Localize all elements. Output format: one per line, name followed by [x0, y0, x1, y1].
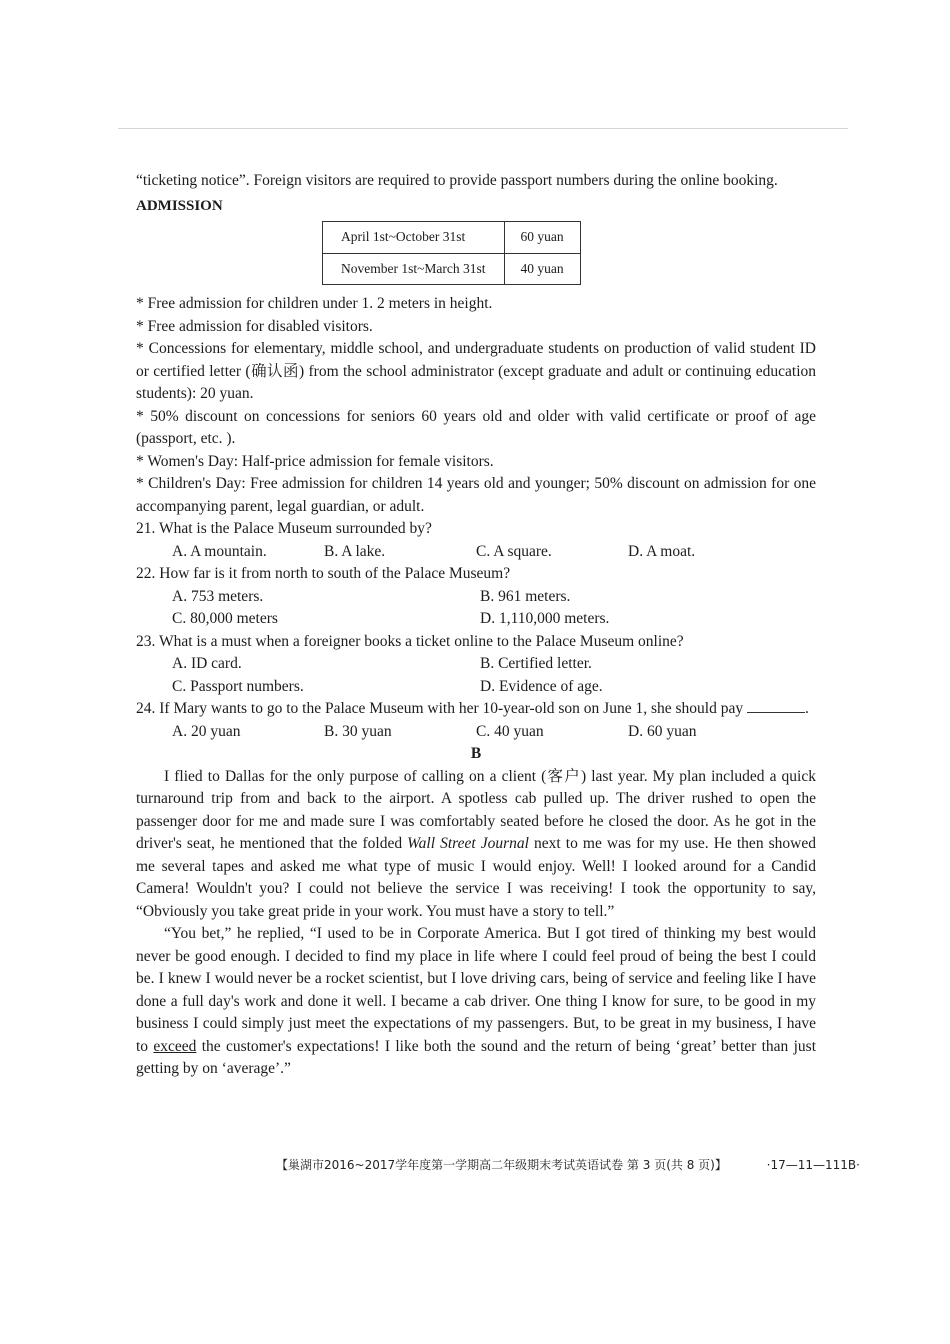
- paragraph-text: next to me was for my use. He then showed me several tapes and asked me what type of music I would enjoy. Well! I looked around for a Candid Camera! Wouldn't you? I could not believe the service I was receiving! I took the opportunity to say, “Obviously you take great pride in your work. You must have a story to tell.”: [136, 835, 816, 920]
- paragraph-text: the customer's expectations! I like both the sound and the return of being ‘great’ better than just getting by on ‘average’.”: [136, 1037, 817, 1077]
- admission-note: * 50% discount on concessions for seniors 60 years old and older with valid certificate or proof of age (passport, etc. ).: [136, 407, 816, 447]
- question-22-options-row1: [172, 586, 816, 609]
- option-a: A. 753 meters.: [172, 587, 264, 605]
- admission-note: * Free admission for children under 1. 2 meters in height.: [136, 295, 493, 312]
- admission-note: * Concessions for elementary, middle school, and undergraduate students on production of valid student ID or certified letter (确认函) from the school administrator (except graduate and adult or continuing education students): 20 yuan.: [136, 340, 816, 402]
- section-b-label: B: [470, 745, 482, 762]
- underlined-keyword: exceed: [153, 1037, 197, 1055]
- table-row: [323, 222, 581, 254]
- paragraph-text: “You bet,” he replied, “I used to be in Corporate America. But I got tired of thinking my best would never be good enough. I decided to find my place in life where I could feel proud of being the best I could be. I knew I would never be a rocket scientist, but I love driving cars, being of service and feeling like I have done a full day's work and done it well. I became a cab driver. One thing I know for sure, to be good in my business I could simply just meet the expectations of my passengers. But, to be great in my business, I have to: [136, 925, 816, 1055]
- footer-title: 【巢湖市2016~2017学年度第一学期高二年级期末考试英语试卷 第 3 页(共 8 页)】: [276, 1158, 727, 1172]
- footer-code: ·17—11—111B·: [766, 1158, 860, 1172]
- passage-paragraph-2: [136, 923, 816, 1081]
- option-d: D. 1,110,000 meters.: [480, 610, 610, 627]
- option-b: B. 30 yuan: [324, 722, 392, 740]
- paragraph-text: I flied to Dallas for the only purpose of calling on a client (客户) last year. My plan included a quick turnaround trip from and back to the airport. A spotless cab pulled up. The driver rushed to open the passenger door for me and made sure I was comfortably seated before he closed the door. As he got in the driver's seat, he mentioned that the folded: [136, 767, 816, 852]
- option-a: A. A mountain.: [172, 542, 267, 560]
- table-row: [323, 253, 581, 285]
- answer-blank: [747, 698, 805, 713]
- option-b: B. 961 meters.: [480, 587, 571, 605]
- option-b: B. Certified letter.: [480, 655, 592, 672]
- admission-table: [322, 221, 581, 285]
- option-d: D. A moat.: [628, 542, 696, 560]
- question-24-text: 24. If Mary wants to go to the Palace Museum with her 10-year-old son on June 1, she should pay: [136, 700, 744, 717]
- intro-line: “ticketing notice”. Foreign visitors are required to provide passport numbers during the online booking.: [136, 172, 778, 189]
- question-24-options: [172, 721, 816, 744]
- option-c: C. Passport numbers.: [172, 677, 304, 695]
- question-22-stem: 22. How far is it from north to south of the Palace Museum?: [136, 565, 511, 582]
- question-21-stem: 21. What is the Palace Museum surrounded by?: [136, 520, 432, 537]
- period-cell: November 1st~March 31st: [323, 253, 505, 285]
- passage-paragraph-1: [136, 766, 816, 924]
- question-24-stem: [136, 698, 816, 721]
- option-b: B. A lake.: [324, 542, 386, 560]
- question-24-end: .: [804, 700, 809, 717]
- option-c: C. 80,000 meters: [172, 610, 278, 627]
- exam-page: [136, 170, 816, 1081]
- question-23-options-row2: [172, 676, 816, 699]
- question-21-options: [172, 541, 816, 564]
- option-a: A. 20 yuan: [172, 722, 241, 740]
- price-cell: 60 yuan: [504, 222, 580, 254]
- header-rule: [118, 128, 848, 129]
- option-d: D. Evidence of age.: [480, 677, 603, 695]
- admission-note: * Women's Day: Half-price admission for female visitors.: [136, 452, 494, 470]
- option-a: A. ID card.: [172, 655, 242, 672]
- option-d: D. 60 yuan: [628, 722, 697, 740]
- question-23-options-row1: [172, 653, 816, 676]
- period-cell: April 1st~October 31st: [323, 222, 505, 254]
- question-23-stem: 23. What is a must when a foreigner books a ticket online to the Palace Museum online?: [136, 632, 684, 650]
- newspaper-title: Wall Street Journal: [407, 835, 529, 852]
- admission-note: * Free admission for disabled visitors.: [136, 317, 373, 335]
- option-c: C. A square.: [476, 542, 552, 560]
- option-c: C. 40 yuan: [476, 722, 544, 740]
- page-footer: [276, 1156, 860, 1173]
- admission-heading: ADMISSION: [136, 197, 223, 214]
- question-22-options-row2: [172, 608, 816, 631]
- admission-note: * Children's Day: Free admission for children 14 years old and younger; 50% discount on admission for one accompanying parent, legal guardian, or adult.: [136, 475, 816, 515]
- price-cell: 40 yuan: [504, 253, 580, 285]
